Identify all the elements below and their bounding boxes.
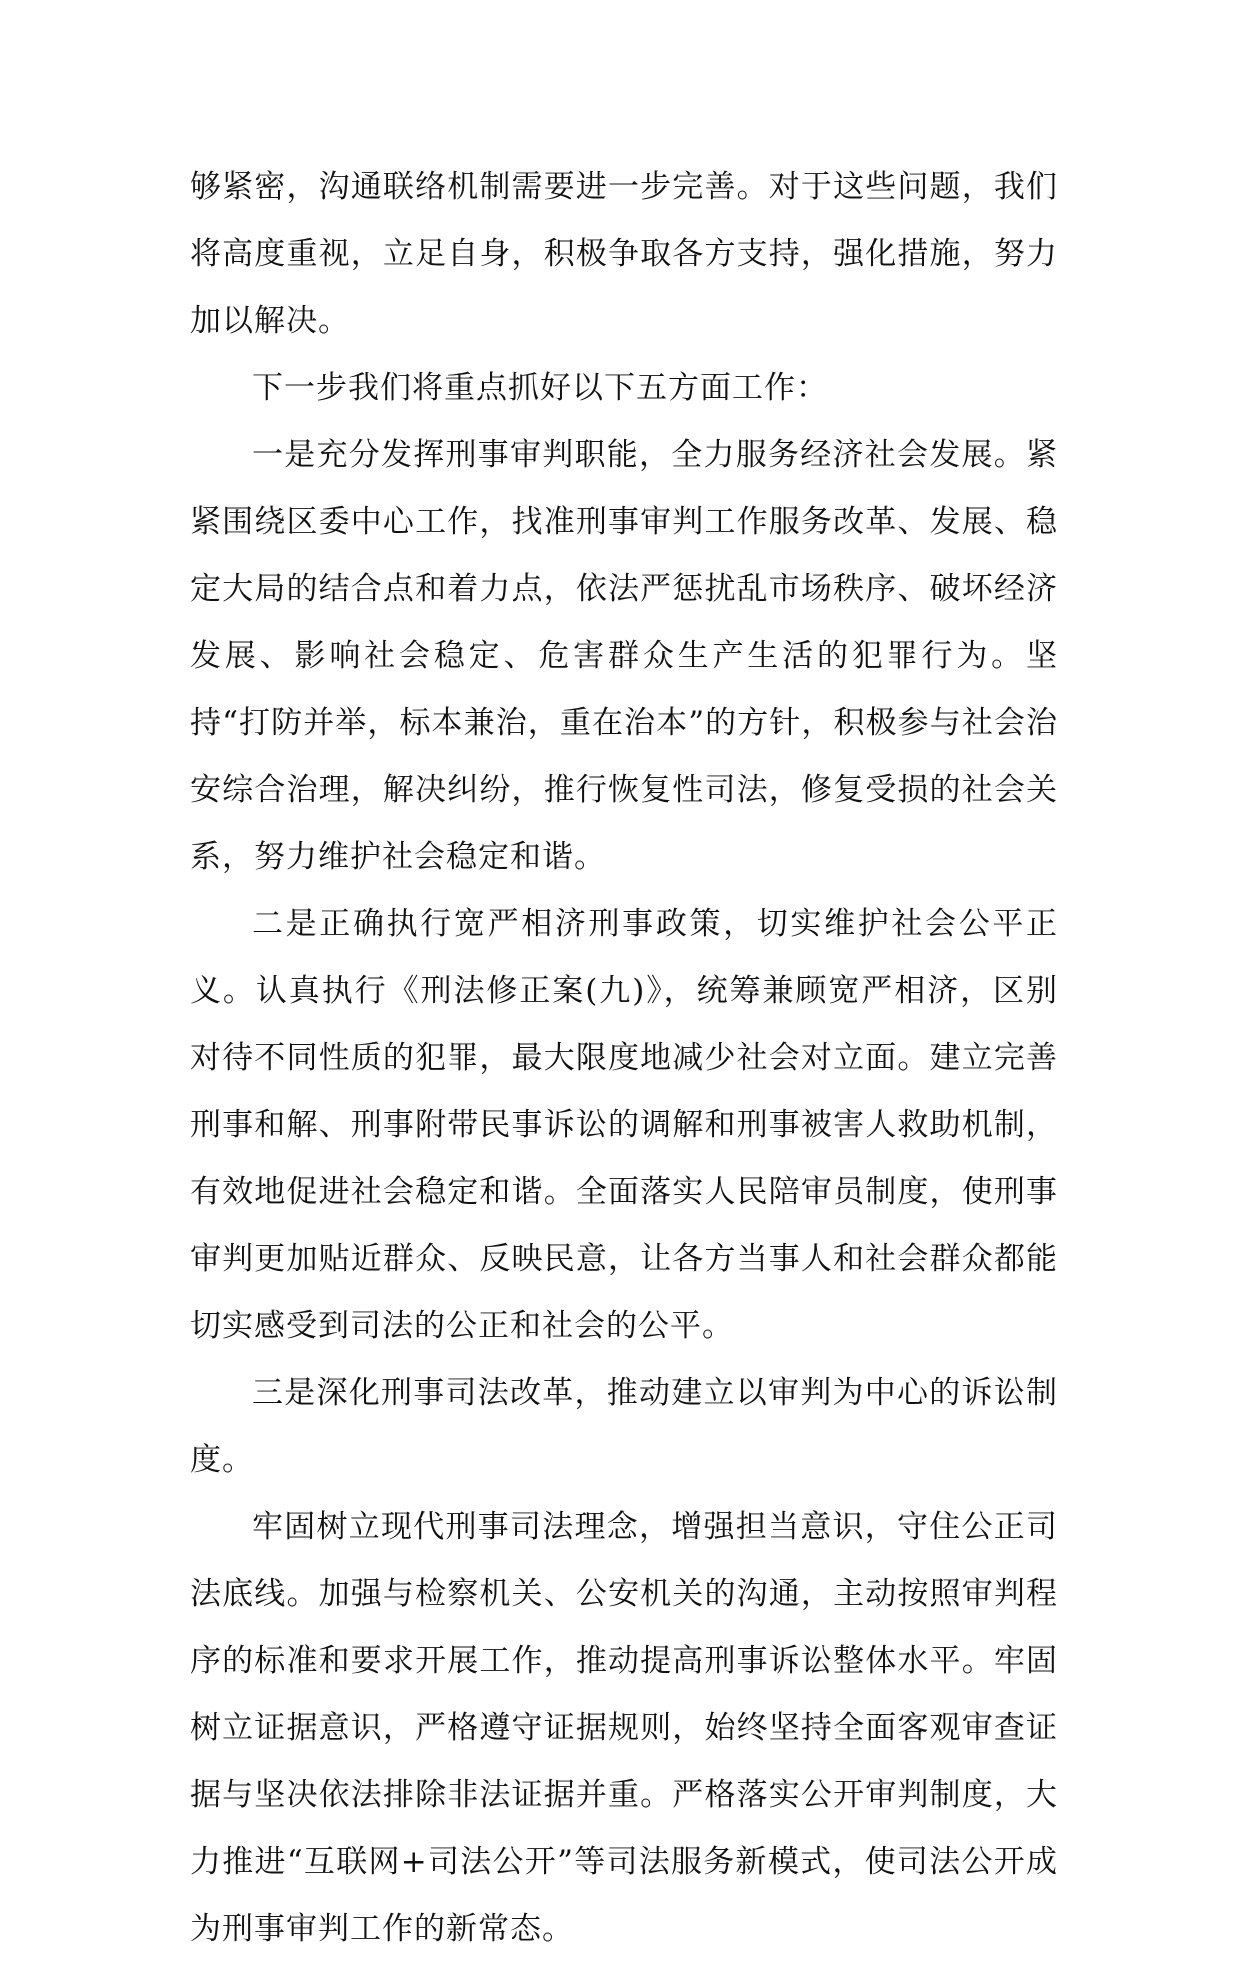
- paragraph-continuation: 够紧密，沟通联络机制需要进一步完善。对于这些问题，我们将高度重视，立足自身，积极争取各方支持，强化措施，努力加以解决。: [190, 169, 1058, 339]
- paragraph-point-three: 三是深化刑事司法改革，推动建立以审判为中心的诉讼制度。: [190, 1375, 1058, 1478]
- paragraph-intro: 下一步我们将重点抓好以下五方面工作：: [252, 370, 828, 406]
- paragraph-point-three-detail: 牢固树立现代刑事司法理念，增强担当意识，守住公正司法底线。加强与检察机关、公安机关的沟通，主动按照审判程序的标准和要求开展工作，推动提高刑事诉讼整体水平。牢固树立证据意识，严格遵守证据规则，始终坚持全面客观审查证据与坚决依法排除非法证据并重。严格落实公开审判制度，大力推进“互联网+司法公开”等司法服务新模式，使司法公开成为刑事审判工作的新常态。: [190, 1509, 1058, 1947]
- paragraph-point-one: 一是充分发挥刑事审判职能，全力服务经济社会发展。紧紧围绕区委中心工作，找准刑事审判工作服务改革、发展、稳定大局的结合点和着力点，依法严惩扰乱市场秩序、破坏经济发展、影响社会稳定、危害群众生产生活的犯罪行为。坚持“打防并举，标本兼治，重在治本”的方针，积极参与社会治安综合治理，解决纠纷，推行恢复性司法，修复受损的社会关系，努力维护社会稳定和谐。: [190, 437, 1058, 875]
- document-body: [190, 154, 1058, 1963]
- paragraph-point-two: 二是正确执行宽严相济刑事政策，切实维护社会公平正义。认真执行《刑法修正案(九)》，统筹兼顾宽严相济，区别对待不同性质的犯罪，最大限度地减少社会对立面。建立完善刑事和解、刑事附带民事诉讼的调解和刑事被害人救助机制，有效地促进社会稳定和谐。全面落实人民陪审员制度，使刑事审判更加贴近群众、反映民意，让各方当事人和社会群众都能切实感受到司法的公正和社会的公平。: [190, 906, 1058, 1344]
